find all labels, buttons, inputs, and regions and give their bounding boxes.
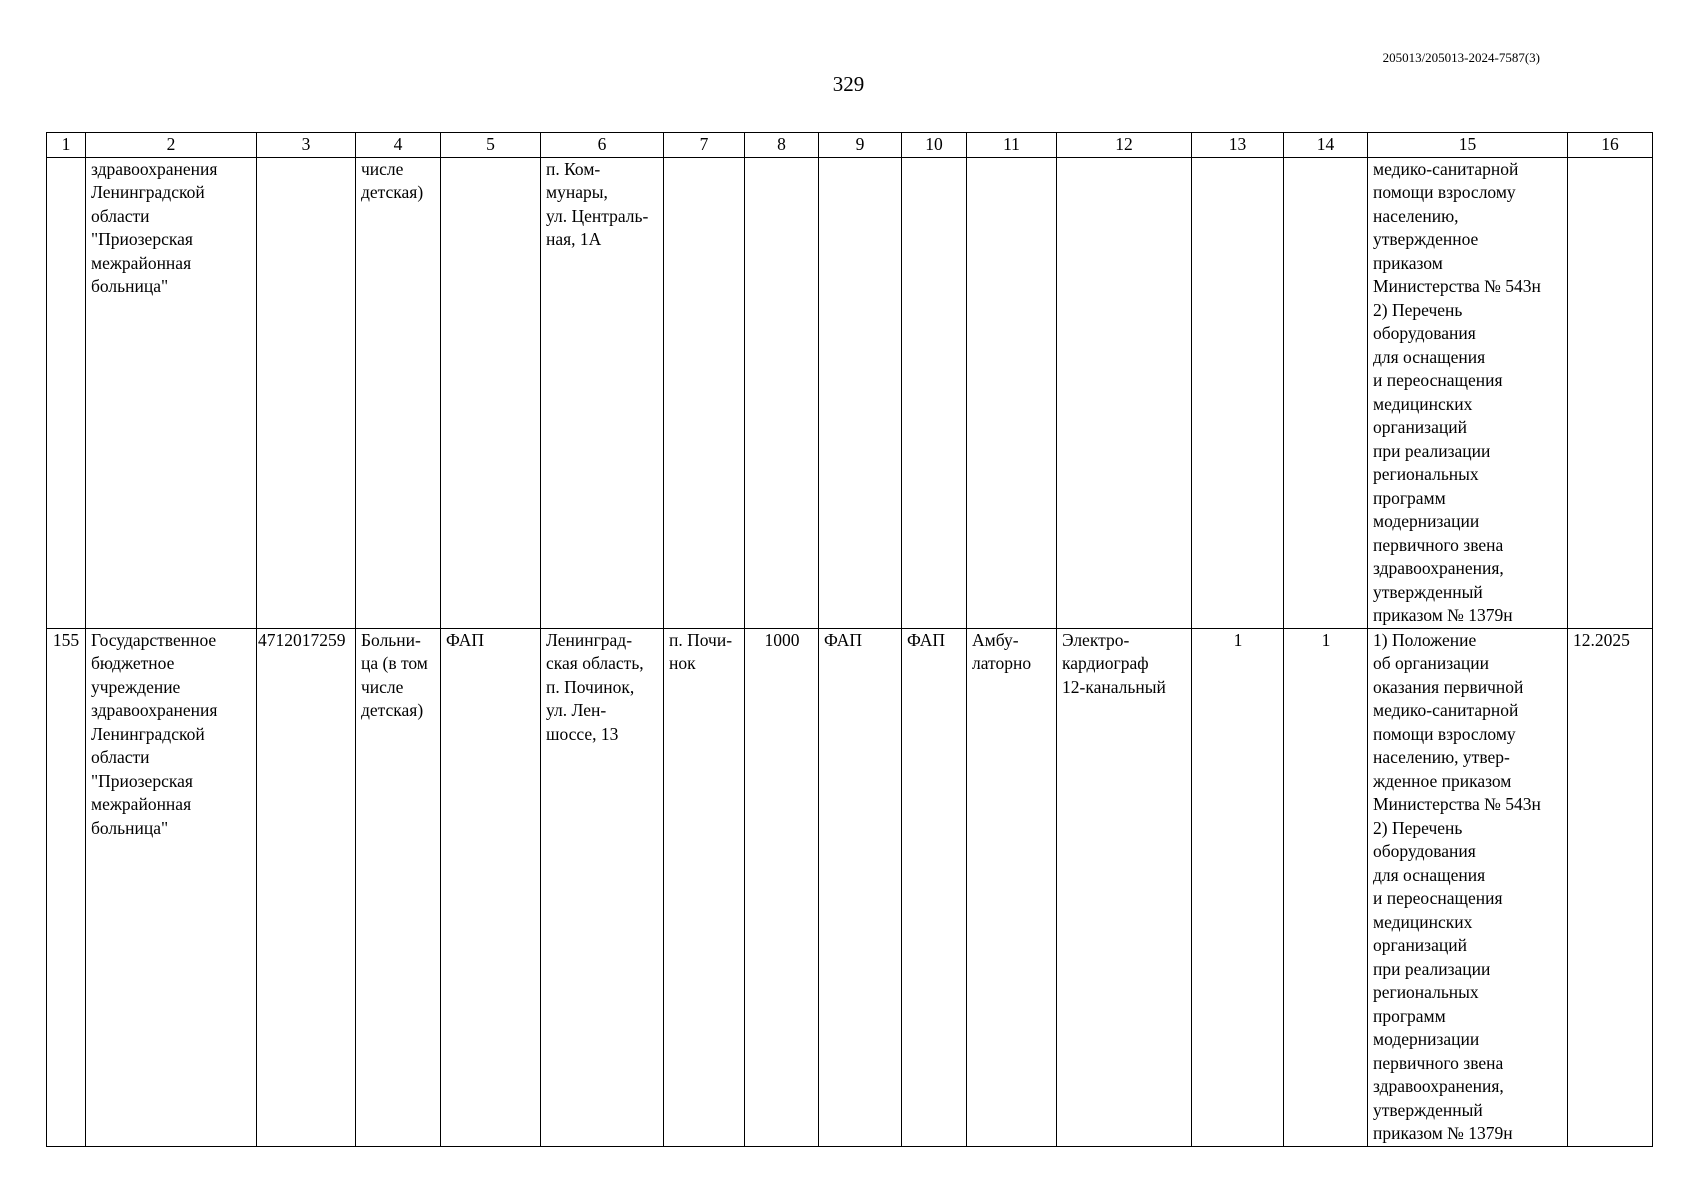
cell-quantity: 1 xyxy=(1192,628,1284,1146)
column-number-row xyxy=(47,133,1653,158)
column-header: 14 xyxy=(1284,133,1368,158)
cell-equipment: Электро- кардиограф 12-канальный xyxy=(1057,628,1192,1146)
cell-population xyxy=(745,157,819,628)
cell-organization: здравоохранения Ленинградской области "Приозерская межрайонная больница" xyxy=(86,157,257,628)
cell-col10 xyxy=(902,157,967,628)
cell-inn: 4712017259 xyxy=(257,628,356,1146)
cell-settlement: п. Почи- нок xyxy=(664,628,745,1146)
cell-regulation: медико-санитарной помощи взрослому населению, утвержденное приказом Министерства № 543н 2) Перечень оборудования для оснащения и переоснащения медицинских организаций при реализации региональных программ модернизации первичного звена здравоохранения, утвержденный приказом № 1379н xyxy=(1368,157,1568,628)
column-header: 13 xyxy=(1192,133,1284,158)
cell-population: 1000 xyxy=(745,628,819,1146)
column-header: 4 xyxy=(356,133,441,158)
column-header: 15 xyxy=(1368,133,1568,158)
column-header: 11 xyxy=(967,133,1057,158)
cell-quantity-2 xyxy=(1284,157,1368,628)
cell-inn xyxy=(257,157,356,628)
column-header: 10 xyxy=(902,133,967,158)
cell-organization: Государственное бюджетное учреждение здравоохранения Ленинградской области "Приозерская межрайонная больница" xyxy=(86,628,257,1146)
page-number: 329 xyxy=(832,72,865,96)
cell-col9: ФАП xyxy=(819,628,902,1146)
cell-regulation: 1) Положение об организации оказания первичной медико-санитарной помощи взрослому населению, утвер- жденное приказом Министерства № 543н 2) Перечень оборудования для оснащения и переоснащения медицинских организаций при реализации региональных программ модернизации первичного звена здравоохранения, утвержденный приказом № 1379н xyxy=(1368,628,1568,1146)
cell-row-number: 155 xyxy=(47,628,86,1146)
cell-date: 12.2025 xyxy=(1568,628,1653,1146)
cell-col10: ФАП xyxy=(902,628,967,1146)
column-header: 8 xyxy=(745,133,819,158)
cell-address: Ленинград- ская область, п. Починок, ул. Лен- шоссе, 13 xyxy=(541,628,664,1146)
column-header: 16 xyxy=(1568,133,1653,158)
column-header: 3 xyxy=(257,133,356,158)
column-header: 7 xyxy=(664,133,745,158)
cell-settlement xyxy=(664,157,745,628)
cell-care-condition xyxy=(967,157,1057,628)
column-header: 12 xyxy=(1057,133,1192,158)
cell-address: п. Ком- мунары, ул. Централь- ная, 1А xyxy=(541,157,664,628)
cell-facility-type: числе детская) xyxy=(356,157,441,628)
column-header: 2 xyxy=(86,133,257,158)
cell-quantity xyxy=(1192,157,1284,628)
cell-unit xyxy=(441,157,541,628)
document-id: 205013/205013-2024-7587(3) xyxy=(1382,50,1540,65)
table-row xyxy=(47,157,1653,628)
cell-row-number xyxy=(47,157,86,628)
data-table xyxy=(46,132,1653,1147)
cell-care-condition: Амбу- латорно xyxy=(967,628,1057,1146)
column-header: 1 xyxy=(47,133,86,158)
column-header: 9 xyxy=(819,133,902,158)
cell-col9 xyxy=(819,157,902,628)
cell-facility-type: Больни- ца (в том числе детская) xyxy=(356,628,441,1146)
cell-quantity-2: 1 xyxy=(1284,628,1368,1146)
column-header: 5 xyxy=(441,133,541,158)
column-header: 6 xyxy=(541,133,664,158)
cell-date xyxy=(1568,157,1653,628)
cell-unit: ФАП xyxy=(441,628,541,1146)
table-row xyxy=(47,628,1653,1146)
cell-equipment xyxy=(1057,157,1192,628)
